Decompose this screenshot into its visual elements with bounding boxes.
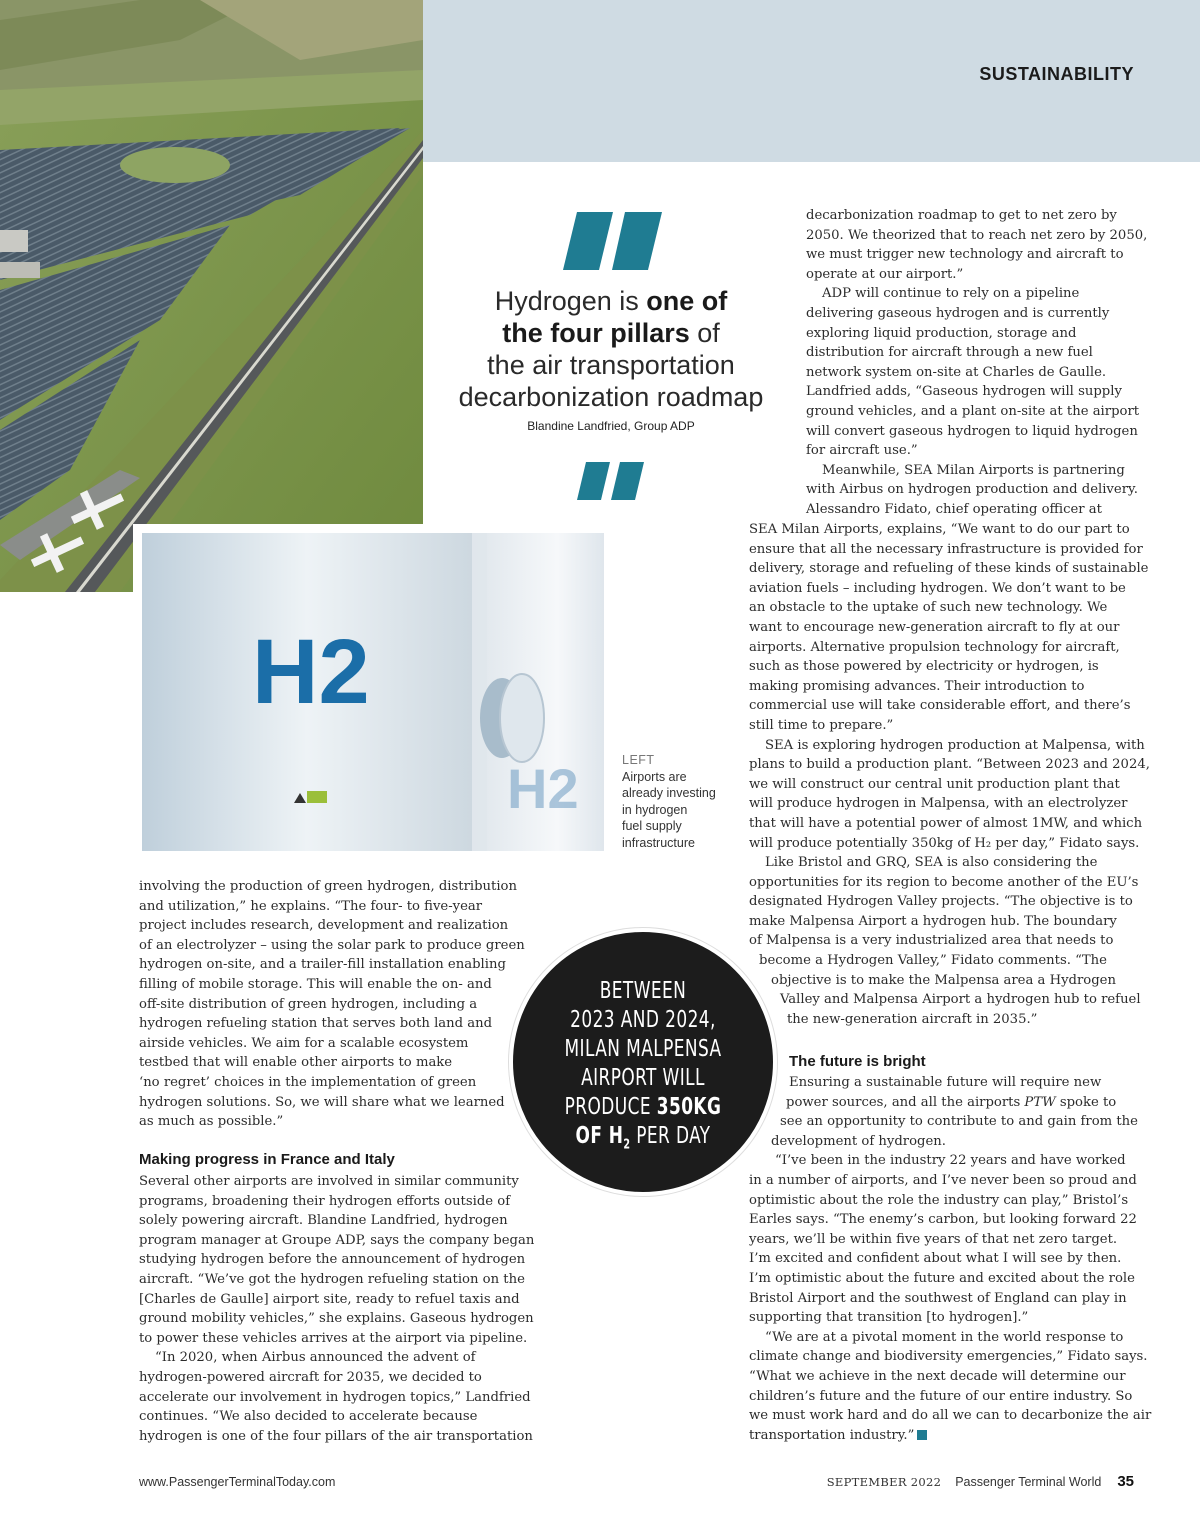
right-column-future: Ensuring a sustainable future will require new power sources, and all the airports PTW spoke to see an opportunity to contribute to and gain from the development of hydrogen. “I’ve been in the industry 22 years and have worked in a number of airports, and I’ve never been so proud and optimistic about the role the industry can play,” Bristol’s Earles says. “The enemy’s carbon, but looking forward 22 years, we’ll be within five years of that net zero target. I’m excited and confident about what I will see by then. I’m optimistic about the future and excited about the role Bristol Airport and the southwest of England can play in supporting that transition [to hydrogen].” “We are at a pivotal moment in the world response to climate change and biodiversity emergencies,” Fidato says. “What we achieve in the next decade will determine our children’s future and the future of our entire industry. So we must work hard and do all we can to decarbonize the air transportation industry.”	[749, 1075, 1152, 1443]
footer-magazine: Passenger Terminal World	[955, 1475, 1102, 1489]
caption-label: LEFT	[622, 753, 655, 767]
subhead-future: The future is bright	[789, 1053, 926, 1070]
section-label: SUSTAINABILITY	[979, 64, 1134, 84]
h2-tank-photo	[133, 524, 613, 859]
h2-label: H2	[252, 621, 370, 723]
aerial-photo-illustration	[0, 0, 423, 592]
subhead-progress: Making progress in France and Italy	[139, 1151, 395, 1168]
svg-text:H2: H2	[507, 757, 579, 820]
footer-url[interactable]: www.PassengerTerminalToday.com	[139, 1475, 336, 1489]
h2-tank-illustration	[142, 533, 604, 851]
left-column-p1: involving the production of green hydrogen, distribution and utilization,” he explains. “The four- to five-year project includes research, development and realization of an electrolyzer – using the solar park to produce green hydrogen on-site, and a trailer-fill installation enabling filling of mobile storage. This will enable the on- and off-site distribution of green hydrogen, including a hydrogen refueling station that serves both land and airside vehicles. We aim for a scalable ecosystem testbed that will enable other airports to make ‘no regret’ choices in the implementation of green hydrogen solutions. So, we will share what we learned as much as possible.”	[139, 879, 525, 1130]
pull-quote: Hydrogen is one of the four pillars of the air transportation decarbonization roadmap	[458, 286, 764, 412]
page-number: 35	[1117, 1473, 1134, 1490]
photo-caption	[622, 752, 737, 851]
right-column-mid: SEA Milan Airports, explains, “We want to do our part to ensure that all the necessary infrastructure is provided for delivery, storage and refueling of these kinds of sustainable aviation fuels – including hydrogen. We don’t want to be an obstacle to the uptake of such new technology. We want to encourage new-generation aircraft to fly at our airports. Alternative propulsion technology for aircraft, such as those powered by electricity or hydrogen, is making promising advances. Their introduction to commercial use will take considerable effort, and there’s still time to prepare.” SEA is exploring hydrogen production at Malpensa, with plans to build a production plant. “Between 2023 and 2024, we will construct our central unit production plant that will produce hydrogen in Malpensa, with an electrolyzer that will have a potential power of almost 1MW, and which will produce potentially 350kg of H₂ per day,” Fidato says. Like Bristol and GRQ, SEA is also considering the opportunities for its region to become another of the EU’s designated Hydrogen Valley projects. “The objective is to make Malpensa Airport a hydrogen hub. The boundary of Malpensa is a very industrialized area that needs to become a Hydrogen Valley,” Fidato comments. “The objective is to make the Malpensa area a Hydrogen Valley and Malpensa Airport a hydrogen hub to refuel the new-generation aircraft in 2035.”	[749, 522, 1150, 1027]
quote-attribution: Blandine Landfried, Group ADP	[527, 419, 695, 433]
caption-line: already investing	[622, 786, 716, 800]
caption-line: Airports are	[622, 769, 687, 784]
open-quote-icon	[563, 212, 663, 274]
left-column-p2: Several other airports are involved in similar community programs, broadening their hydrogen efforts outside of solely powering aircraft. Blandine Landfried, hydrogen program manager at Groupe ADP, says the company began studying hydrogen before the announcement of hydrogen aircraft. “We’ve got the hydrogen refueling station on the [Charles de Gaulle] airport site, ready to refuel taxis and ground mobility vehicles,” she explains. Gaseous hydrogen to power these vehicles arrives at the airport via pipeline. “In 2020, when Airbus announced the advent of hydrogen-powered aircraft for 2035, we decided to accelerate our involvement in hydrogen topics,” Landfried continues. “We also decided to accelerate because hydrogen is one of the four pillars of the air transportation	[139, 1174, 535, 1444]
caption-line: in hydrogen	[622, 802, 688, 817]
footer-folio	[827, 1473, 1134, 1490]
right-column-top: decarbonization roadmap to get to net zero by 2050. We theorized that to reach net zero by 2050, we must trigger new technology and aircraft to operate at our airport.” ADP will continue to rely on a pipeline delivering gaseous hydrogen and is currently exploring liquid production, storage and distribution for aircraft through a new fuel network system on-site at Charles de Gaulle. Landfried adds, “Gaseous hydrogen will supply ground vehicles, and a plant on-site at the airport will convert gaseous hydrogen to liquid hydrogen for aircraft use.” Meanwhile, SEA Milan Airports is partnering with Airbus on hydrogen production and delivery. Alessandro Fidato, chief operating officer at	[806, 208, 1148, 517]
end-mark-icon	[917, 1430, 927, 1440]
close-quote-icon	[577, 462, 645, 504]
caption-line: fuel supply	[622, 819, 682, 833]
aerial-airport-photo	[0, 0, 423, 592]
stat-callout: BETWEEN 2023 AND 2024, MILAN MALPENSA AIRPORT WILL PRODUCE 350KG OF $H_2$ PER DAY	[509, 928, 777, 1196]
footer-date: SEPTEMBER 2022	[826, 1475, 942, 1489]
caption-line: infrastructure	[622, 835, 695, 850]
